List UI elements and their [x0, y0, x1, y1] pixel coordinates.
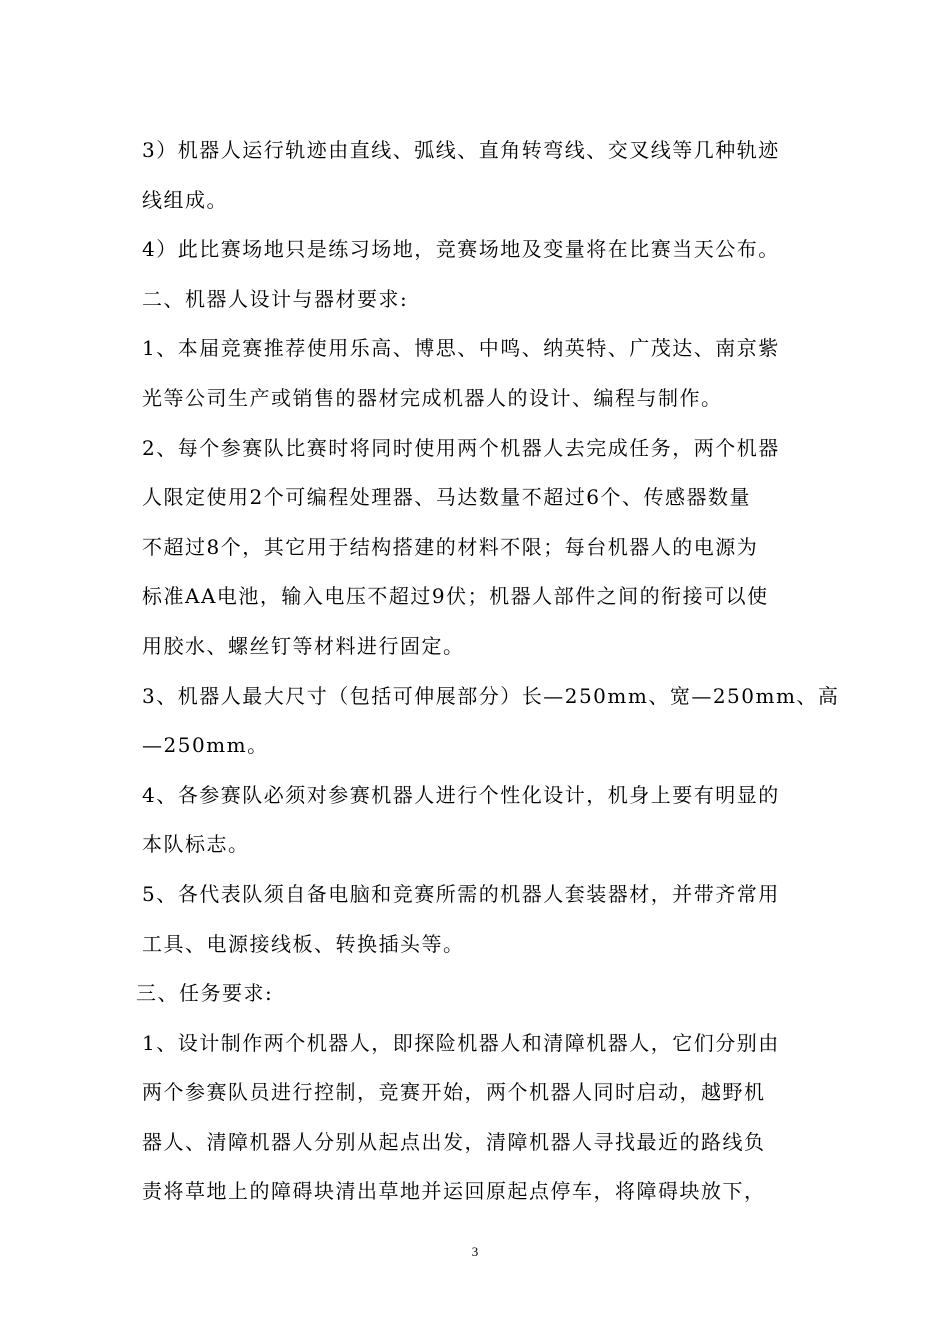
- text-line: 2、每个参赛队比赛时将同时使用两个机器人去完成任务，两个机器: [142, 435, 780, 460]
- text-line: 1、设计制作两个机器人，即探险机器人和清障机器人，它们分别由: [142, 1030, 780, 1055]
- text-line: 光等公司生产或销售的器材完成机器人的设计、编程与制作。: [142, 385, 723, 410]
- text-line: 人限定使用2个可编程处理器、马达数量不超过6个、传感器数量: [142, 485, 751, 510]
- page-number: 3: [471, 1244, 479, 1259]
- text-line: 本队标志。: [142, 832, 250, 857]
- section-heading: 三、任务要求:: [136, 981, 274, 1006]
- body-text: [136, 126, 840, 1217]
- text-line: 器人、清障机器人分别从起点出发，清障机器人寻找最近的路线负: [142, 1129, 766, 1154]
- text-line: 4）此比赛场地只是练习场地，竞赛场地及变量将在比赛当天公布。: [142, 237, 780, 262]
- text-line: —250mm。: [142, 733, 269, 758]
- text-line: 5、各代表队须自备电脑和竞赛所需的机器人套装器材，并带齐常用: [142, 881, 780, 906]
- text-line: 责将草地上的障碍块清出草地并运回原起点停车，将障碍块放下，: [142, 1179, 766, 1204]
- text-line: 工具、电源接线板、转换插头等。: [142, 931, 465, 956]
- text-line: 标准AA电池，输入电压不超过9伏；机器人部件之间的衔接可以使: [142, 584, 769, 609]
- text-line: 1、本届竞赛推荐使用乐高、博思、中鸣、纳英特、广茂达、南京紫: [142, 336, 780, 361]
- text-line: 两个参赛队员进行控制，竞赛开始，两个机器人同时启动，越野机: [142, 1080, 766, 1105]
- text-line: 4、各参赛队必须对参赛机器人进行个性化设计，机身上要有明显的: [142, 782, 780, 807]
- section-heading: 二、机器人设计与器材要求:: [142, 286, 409, 311]
- text-line: 线组成。: [142, 187, 228, 212]
- text-line: 不超过8个，其它用于结构搭建的材料不限；每台机器人的电源为: [142, 534, 759, 559]
- text-line: 3、机器人最大尺寸（包括可伸展部分）长—250mm、宽—250mm、高: [142, 683, 840, 708]
- text-line: 3）机器人运行轨迹由直线、弧线、直角转弯线、交叉线等几种轨迹: [142, 138, 780, 162]
- text-line: 用胶水、螺丝钉等材料进行固定。: [142, 633, 465, 658]
